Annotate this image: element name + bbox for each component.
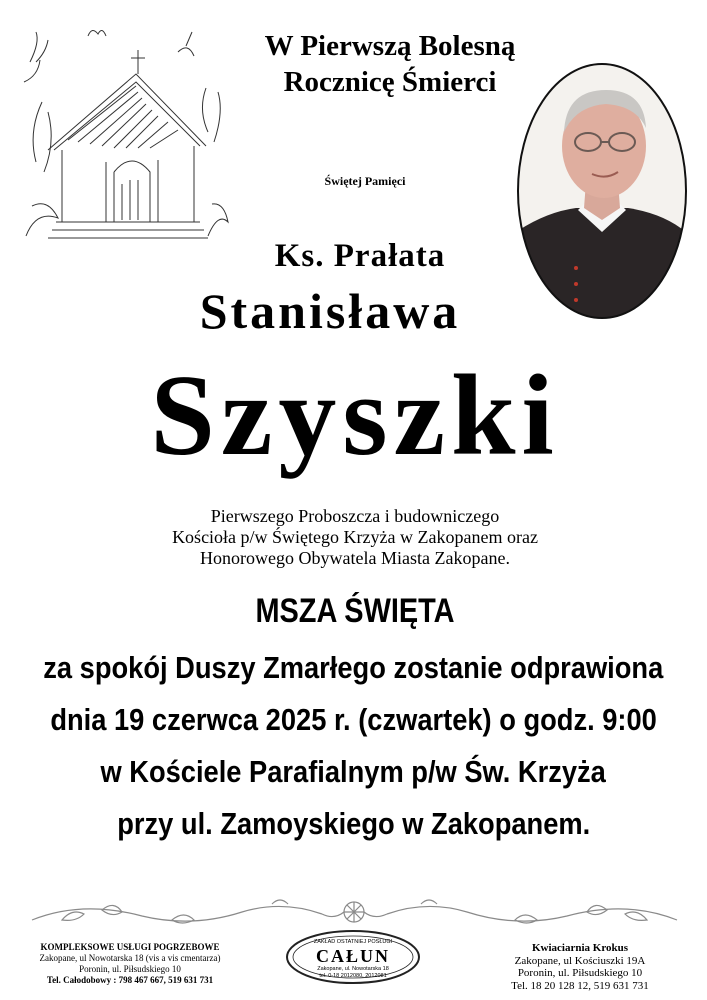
florist-address: Zakopane, ul Kościuszki 19A — [514, 954, 646, 967]
florist-phone: Tel. 18 20 128 12, 519 631 731 — [511, 979, 649, 992]
calun-logo — [283, 928, 423, 986]
funeral-services-title: KOMPLEKSOWE USŁUGI POGRZEBOWE — [40, 942, 220, 952]
deceased-title: Ks. Prałata — [274, 238, 446, 274]
mass-title: MSZA ŚWIĘTA — [255, 592, 455, 630]
mass-info-line: za spokój Duszy Zmarłego zostanie odprawiona — [43, 650, 664, 685]
logo-address: Zakopane, ul. Nowotarska 18 — [317, 966, 389, 972]
deceased-description — [60, 506, 650, 569]
florist-address: Poronin, ul. Piłsudskiego 10 — [517, 967, 643, 979]
priest-portrait-photo — [516, 62, 688, 320]
description-line: Honorowego Obywatela Miasta Zakopane. — [200, 548, 510, 568]
funeral-services-phone: Tel. Całodobowy : 798 467 667, 519 631 731 — [46, 975, 214, 985]
description-line: Kościoła p/w Świętego Krzyża w Zakopanem oraz — [172, 527, 538, 547]
florist-info — [465, 942, 695, 992]
funeral-services-info — [15, 942, 245, 986]
logo-top-text: ZAKŁAD OSTATNIEJ POSŁUGI — [313, 939, 393, 945]
memory-label: Świętej Pamięci — [324, 174, 406, 188]
mass-info-line: w Kościele Parafialnym p/w Św. Krzyża — [100, 754, 607, 789]
funeral-services-address: Zakopane, ul Nowotarska 18 (vis a vis cmentarza) — [39, 953, 221, 963]
logo-name: CAŁUN — [315, 946, 391, 966]
mass-info-line: przy ul. Zamoyskiego w Zakopanem. — [116, 806, 590, 841]
deceased-surname: Szyszki — [150, 352, 560, 480]
description-line: Pierwszego Proboszcza i budowniczego — [210, 506, 500, 526]
logo-phone: tel. 0-18 2012080, 2012081 — [319, 973, 387, 979]
anniversary-heading-line2: Rocznicę Śmierci — [283, 66, 497, 98]
deceased-first-name: Stanisława — [199, 283, 461, 339]
anniversary-heading-line1: W Pierwszą Bolesną — [264, 30, 516, 62]
funeral-services-address: Poronin, ul. Piłsudskiego 10 — [79, 964, 181, 974]
florist-title: Kwiaciarnia Krokus — [531, 942, 629, 954]
mass-info-line: dnia 19 czerwca 2025 r. (czwartek) o godz. 9:00 — [50, 702, 657, 737]
